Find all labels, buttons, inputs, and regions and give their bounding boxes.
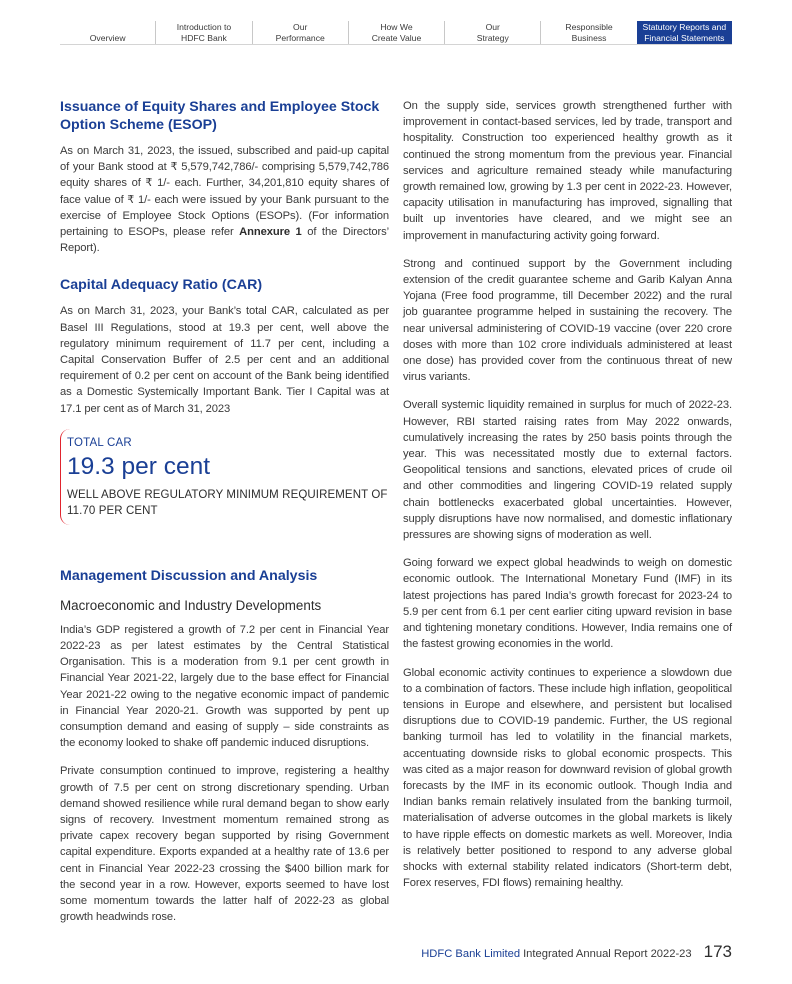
supply-side-paragraph: On the supply side, services growth strengthened further with improvement in contact-based services, led by trade, transport and hospitality. Construction too experienced healthy growth as it continued the strong momentum from the previous year. Financial services and agriculture remained steady while manufacturing growth remained low, growing by 1.3 per cent in 2022-23. However, capacity utilisation in manufacturing has improved, signalling that built up inventories have cleared, and we might see an improvement in manufacturing activity going forward. — [403, 100, 732, 242]
esop-heading: Issuance of Equity Shares and Employee Stock Option Scheme (ESOP) — [60, 99, 380, 133]
car-paragraph: As on March 31, 2023, your Bank’s total CAR, calculated as per Basel III Regulations, stood at 19.3 per cent, well above the regulatory minimum requirement of 11.7 per cent, including a Capital Conservation Buffer of 2.5 per cent and an additional requirement of 0.2 per cent on account of the Bank being identified as a Domestic Systemically Important Bank. Tier I Capital was at 17.1 per cent as of March 31, 2023 — [60, 305, 389, 415]
esop-text-start: As on March 31, 2023, the issued, subscribed and paid-up capital of your Bank stood at ₹ 5,579,742,786/- comprising 5,579,742,786 equity shares of ₹ 1/- each. Further, 34,201,810 equity shares of face value of ₹ 1/- each were issued by your Bank pursuant to the exercise of Employee Stock Options (ESOPs). (For information pertaining to ESOPs, please refer — [60, 145, 389, 239]
government-support-paragraph: Strong and continued support by the Government including extension of the credit guarantee scheme and Garib Kalyan Anna Yojana (Free food programme, till December 2022) and the rural job guarantee programme helped in sustaining the recovery. The near universal administering of COVID-19 vaccine (over 220 crore doses with more than 102 crore individuals administered at least one dose) has provided cover from the continuous threat of new virus variants. — [403, 257, 732, 384]
total-car-callout — [60, 429, 389, 525]
page-number: 173 — [703, 942, 732, 961]
right-column — [403, 98, 732, 903]
top-navigation — [60, 21, 732, 44]
footer-brand: HDFC Bank Limited — [421, 948, 521, 960]
car-heading: Capital Adequacy Ratio (CAR) — [60, 277, 263, 294]
macro-paragraph-2: Private consumption continued to improve, registering a healthy growth of 7.5 per cent on strong discretionary spending. Urban demand showed resilience while rural demand began to show early signs of recovery. Investment momentum remained strong as private capex recovery began supported by rising Government capital expenditure. Exports expanded at a healthy rate of 13.6 per cent in Financial Year 2022-23 crossing the $400 billion mark for the second year in a row. However, exports seemed to have lost some momentum towards the latter half of 2022-23 as global growth headwinds rose. — [60, 765, 389, 924]
nav-tab-strategy[interactable] — [444, 21, 540, 44]
esop-paragraph — [60, 143, 389, 256]
nav-tab-label: Introduction to HDFC Bank — [176, 22, 232, 43]
nav-tab-label: Our Strategy — [476, 22, 509, 43]
nav-tab-label: Our Performance — [275, 22, 325, 43]
nav-tab-introduction[interactable] — [155, 21, 251, 44]
macro-paragraph-1: India’s GDP registered a growth of 7.2 per cent in Financial Year 2022-23 as per latest estimates by the Central Statistical Organisation. This is a moderation from 9.1 per cent growth in Financial Year 2021-22, largely due to the base effect for Financial Year 2021-22 owing to the negative economic impact of pandemic in Financial Year 2020-21. Growth was supported by pent up consumption demand and easing of supply – side constraints as the economy looked to shake off pandemic induced disruptions. — [60, 623, 389, 750]
liquidity-paragraph: Overall systemic liquidity remained in surplus for much of 2022-23. However, RBI started raising rates from May 2022 onwards, cumulatively increasing the rates by 250 basis points through the year. This was necessitated mostly due to external factors. Geopolitical tensions and sanctions, elevated prices of crude oil and other commodities and lingering COVID-19 related supply chain bottlenecks exacerbated global uncertainties. However, supply disruptions have now normalised, and domestic inflationary pressures are showing signs of moderation as well. — [403, 399, 732, 542]
nav-tab-label: Responsible Business — [565, 22, 613, 43]
nav-tab-label: How We Create Value — [371, 22, 422, 43]
nav-divider — [60, 44, 732, 45]
nav-tab-statutory-reports[interactable] — [637, 21, 732, 44]
macro-heading: Macroeconomic and Industry Developments — [60, 597, 322, 613]
nav-tab-responsible-business[interactable] — [540, 21, 636, 44]
page-footer — [421, 942, 732, 962]
esop-text-end: of the Directors’ Report). — [60, 226, 389, 255]
annexure-reference: Annexure 1 — [239, 226, 302, 239]
nav-tab-overview[interactable] — [60, 21, 155, 44]
mda-heading: Management Discussion and Analysis — [60, 567, 318, 584]
nav-tab-label: Statutory Reports and Financial Statements — [642, 22, 727, 43]
global-activity-paragraph: Global economic activity continues to experience a slowdown due to a combination of factors. These include high inflation, geopolitical tensions in Europe and elsewhere, and persistent but localised disruptions due to COVID-19 pandemic. Further, the US regional banking turmoil has led to volatility in the financial markets, accentuating downside risks to global economic prospects. This was cited as a major reason for downward revision of global growth forecasts by the IMF in its economic outlook. Though India and Indian banks remain relatively insulated from the banking turmoil, materialisation of adverse outcomes in the global markets is likely to have ripple effects on domestic markets as well. Moreover, India is relatively better positioned to respond to any adverse global shocks with external stability related indicators (Short-term debt, Forex reserves, FDI flows) remaining healthy. — [403, 666, 732, 890]
callout-note: WELL ABOVE REGULATORY MINIMUM REQUIREMENT OF 11.70 PER CENT — [67, 488, 388, 517]
callout-value: 19.3 per cent — [67, 452, 211, 480]
nav-tab-create-value[interactable] — [348, 21, 444, 44]
outlook-paragraph: Going forward we expect global headwinds to weigh on domestic economic outlook. The International Monetary Fund (IMF) in its latest projections has pared India’s growth forecast for 2023-24 to 5.9 per cent from 6.1 per cent earlier citing upward revision in base and tightening monetary conditions. However, India remains one of the fastest growing economies in the world. — [403, 557, 732, 651]
footer-report-title: Integrated Annual Report 2022-23 — [523, 948, 692, 960]
nav-tab-performance[interactable] — [252, 21, 348, 44]
nav-tab-label: Overview — [89, 32, 126, 43]
callout-label: TOTAL CAR — [67, 436, 132, 449]
left-column — [60, 98, 389, 938]
